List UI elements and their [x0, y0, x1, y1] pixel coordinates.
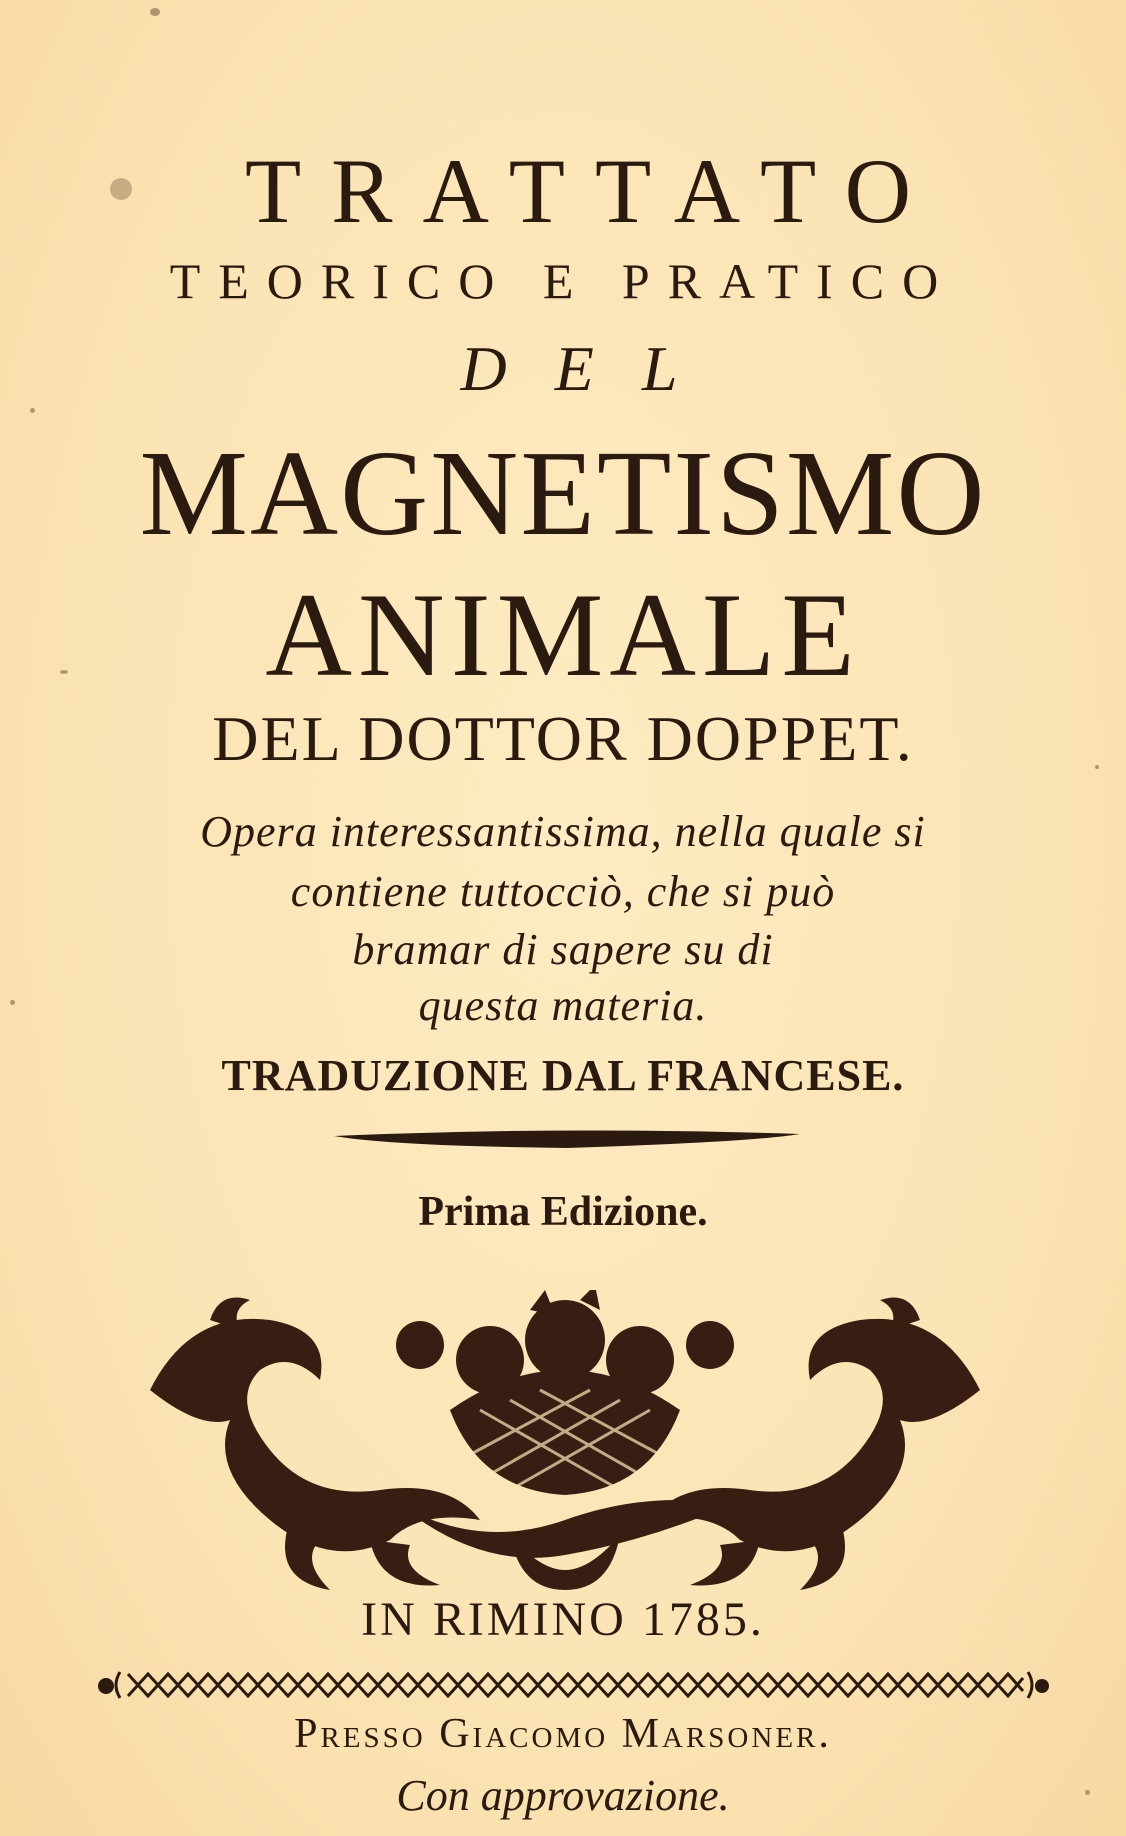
decorative-band-icon	[98, 1666, 1050, 1704]
author-line: DEL DOTTOR DOPPET.	[212, 703, 914, 774]
paper-speck	[1085, 1790, 1090, 1795]
place-year: IN RIMINO 1785.	[361, 1593, 765, 1646]
subtitle-line-2: contiene tuttocciò, che si può	[290, 867, 836, 916]
subtitle-line-4: questa materia.	[418, 981, 708, 1030]
woodcut-ornament-icon	[150, 1290, 980, 1600]
title-line-4: MAGNETISMO	[139, 426, 987, 561]
paper-speck	[10, 1000, 15, 1005]
printer-line: Presso Giacomo Marsoner.	[294, 1711, 832, 1757]
subtitle-line-3: bramar di sapere su di	[352, 925, 774, 974]
translation-note: TRADUZIONE DAL FRANCESE.	[221, 1051, 905, 1100]
paper-speck	[60, 670, 68, 674]
paper-speck	[150, 8, 160, 16]
title-line-3: DEL	[460, 333, 726, 404]
paper-speck	[1095, 765, 1099, 769]
divider-rule	[332, 1128, 802, 1150]
approval-line: Con approvazione.	[396, 1771, 730, 1820]
paper-speck	[30, 408, 35, 413]
title-line-2: TEORICO E PRATICO	[169, 253, 957, 309]
edition-label: Prima Edizione.	[418, 1189, 708, 1235]
title-line-1: TRATTATO	[244, 140, 942, 242]
subtitle-line-1: Opera interessantissima, nella quale si	[200, 807, 926, 856]
title-line-5: ANIMALE	[265, 568, 861, 701]
paper-speck	[110, 178, 132, 200]
